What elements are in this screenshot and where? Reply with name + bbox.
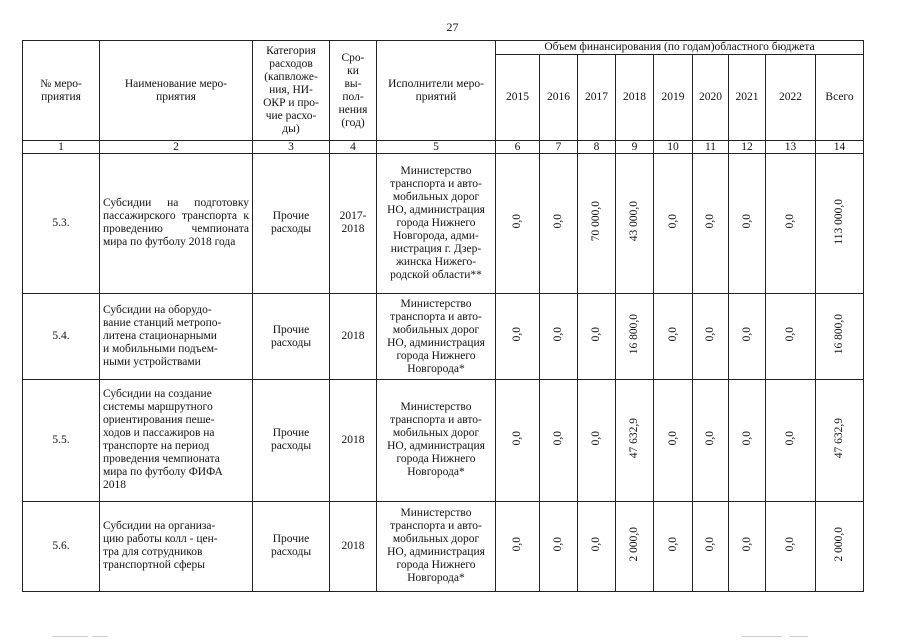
header-year-4: 2018 [616, 55, 654, 141]
header-year-7: 2021 [729, 55, 766, 141]
row-name: Субсидии на создание системы маршрутного ориентирования пеше- ходов и пассажиров на транспорте на период проведения чемпионата мира по футболу ФИФА 2018 [100, 380, 253, 501]
row-year-value: 0,0 [729, 501, 766, 592]
row-year-value: 16 800,0 [616, 293, 654, 379]
row-category: Прочие расходы [253, 380, 330, 501]
row-terms: 2017- 2018 [330, 154, 377, 294]
page-number: 27 [446, 20, 459, 34]
row-year-value: 70 000,0 [578, 154, 616, 294]
header-year-6: 2020 [693, 55, 729, 141]
row-year-value: 0,0 [766, 380, 816, 501]
row-year-value: 0,0 [654, 380, 693, 501]
header-year-3: 2017 [578, 55, 616, 141]
column-number: 14 [816, 141, 864, 154]
table-row [23, 154, 864, 294]
header-year-5: 2019 [654, 55, 693, 141]
row-executors: Министерство транспорта и авто- мобильных дорог НО, администрация города Нижнего Новгорода* [377, 380, 496, 501]
row-year-value: 0,0 [693, 293, 729, 379]
table-row [23, 380, 864, 501]
header-row-top [23, 41, 864, 55]
header-year-1: 2015 [496, 55, 540, 141]
column-number: 2 [100, 141, 253, 154]
column-number: 3 [253, 141, 330, 154]
row-year-value: 0,0 [729, 154, 766, 294]
header-cell-executors: Исполнители меро- приятий [377, 41, 496, 141]
row-total-value: 47 632,9 [816, 380, 864, 501]
column-number: 8 [578, 141, 616, 154]
column-number: 9 [616, 141, 654, 154]
row-number: 5.6. [23, 501, 100, 592]
row-year-value: 0,0 [540, 293, 578, 379]
row-year-value: 0,0 [729, 380, 766, 501]
row-category: Прочие расходы [253, 501, 330, 592]
row-year-value: 0,0 [766, 293, 816, 379]
header-cell-funding: Объем финансирования (по годам)областного бюджета [496, 41, 864, 55]
row-category: Прочие расходы [253, 293, 330, 379]
row-year-value: 0,0 [729, 293, 766, 379]
scan-artifact [790, 636, 808, 637]
scan-artifact [92, 636, 108, 637]
row-year-value: 0,0 [654, 501, 693, 592]
row-year-value: 0,0 [578, 501, 616, 592]
header-cell-num: № меро- приятия [23, 41, 100, 141]
row-year-value: 0,0 [540, 501, 578, 592]
row-year-value: 0,0 [540, 380, 578, 501]
row-year-value: 0,0 [496, 293, 540, 379]
row-terms: 2018 [330, 293, 377, 379]
column-number: 1 [23, 141, 100, 154]
row-year-value: 0,0 [540, 154, 578, 294]
funding-table [22, 40, 864, 592]
row-year-value: 0,0 [693, 501, 729, 592]
column-number: 6 [496, 141, 540, 154]
row-terms: 2018 [330, 380, 377, 501]
column-number: 7 [540, 141, 578, 154]
row-category: Прочие расходы [253, 154, 330, 294]
column-number: 11 [693, 141, 729, 154]
header-cell-name: Наименование меро- приятия [100, 41, 253, 141]
header-year-8: 2022 [766, 55, 816, 141]
column-number-row [23, 141, 864, 154]
scan-artifact [52, 636, 88, 637]
row-name: Субсидии на подготовку пассажирского транспорта к проведению чемпионата мира по футболу 2018 года [100, 154, 253, 294]
row-total-value: 2 000,0 [816, 501, 864, 592]
row-year-value: 0,0 [693, 380, 729, 501]
header-cell-category: Категория расходов (капвложе- ния, НИ- ОКР и про- чие расхо- ды) [253, 41, 330, 141]
row-number: 5.3. [23, 154, 100, 294]
row-year-value: 43 000,0 [616, 154, 654, 294]
row-year-value: 0,0 [654, 154, 693, 294]
column-number: 12 [729, 141, 766, 154]
row-year-value: 2 000,0 [616, 501, 654, 592]
scan-artifact [742, 636, 782, 637]
row-executors: Министерство транспорта и авто- мобильных дорог НО, администрация города Нижнего Новгорода, адми- нистрация г. Дзер- жинска Нижего- родской области** [377, 154, 496, 294]
column-number: 10 [654, 141, 693, 154]
row-year-value: 0,0 [578, 380, 616, 501]
row-number: 5.4. [23, 293, 100, 379]
row-year-value: 0,0 [766, 501, 816, 592]
table-row [23, 501, 864, 592]
row-name: Субсидии на организа- цию работы колл - цен- тра для сотрудников транспортной сферы [100, 501, 253, 592]
row-year-value: 47 632,9 [616, 380, 654, 501]
row-name: Субсидии на оборудо- вание станций метропо- литена стационарными и мобильными подъем- ными устройствами [100, 293, 253, 379]
column-number: 13 [766, 141, 816, 154]
row-total-value: 113 000,0 [816, 154, 864, 294]
row-year-value: 0,0 [496, 380, 540, 501]
row-year-value: 0,0 [654, 293, 693, 379]
row-year-value: 0,0 [496, 501, 540, 592]
header-cell-terms: Сро- ки вы- пол- нения (год) [330, 41, 377, 141]
row-number: 5.5. [23, 380, 100, 501]
row-year-value: 0,0 [578, 293, 616, 379]
header-year-9: Всего [816, 55, 864, 141]
row-year-value: 0,0 [496, 154, 540, 294]
table-row [23, 293, 864, 379]
header-year-2: 2016 [540, 55, 578, 141]
row-year-value: 0,0 [766, 154, 816, 294]
row-year-value: 0,0 [693, 154, 729, 294]
row-total-value: 16 800,0 [816, 293, 864, 379]
row-executors: Министерство транспорта и авто- мобильных дорог НО, администрация города Нижнего Новгорода* [377, 293, 496, 379]
row-terms: 2018 [330, 501, 377, 592]
row-executors: Министерство транспорта и авто- мобильных дорог НО, администрация города Нижнего Новгорода* [377, 501, 496, 592]
column-number: 4 [330, 141, 377, 154]
column-number: 5 [377, 141, 496, 154]
